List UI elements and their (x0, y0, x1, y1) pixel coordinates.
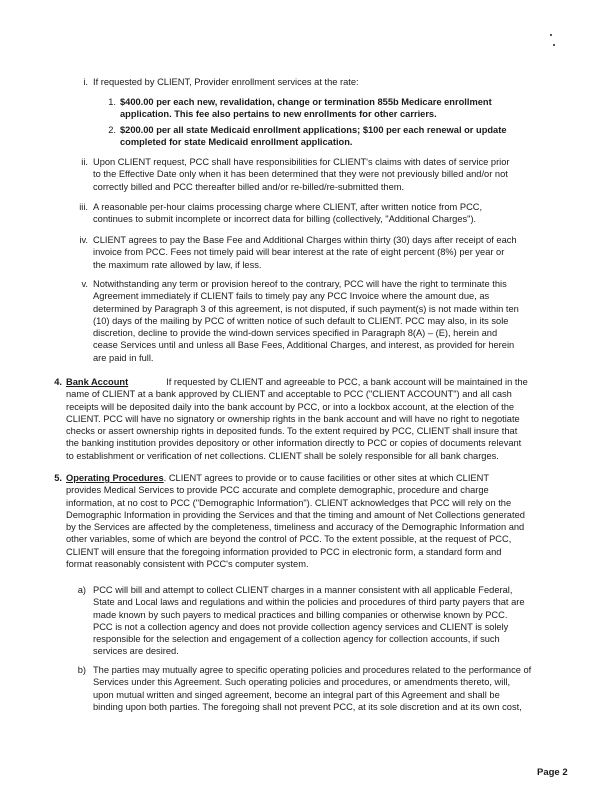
text-line (66, 425, 528, 437)
section-5-label: 5. (54, 473, 62, 483)
text-line (66, 413, 528, 425)
text-line (66, 401, 528, 413)
text-line-content: binding upon both parties. The foregoing shall not prevent PCC, at its sole discretion and at its own cost, (93, 701, 522, 712)
text-line (66, 558, 525, 570)
roman-i-label: i. (83, 77, 88, 87)
text-line-content: If requested by CLIENT, Provider enrollment services at the rate: (93, 77, 359, 87)
text-line (93, 303, 519, 315)
text-line (66, 497, 525, 509)
text-line-content: . CLIENT agrees to provide or to cause facilities or other sites at which CLIENT (163, 473, 490, 483)
text-line (66, 450, 528, 462)
text-line-content: $400.00 per each new, revalidation, change or termination 855b Medicare enrollment (120, 97, 492, 107)
num-1-label: 1. (108, 97, 116, 107)
text-line (66, 437, 528, 449)
text-line (66, 376, 528, 388)
text-line (93, 315, 519, 327)
roman-iii-label: iii. (79, 202, 88, 212)
text-line (93, 259, 517, 271)
text-line-content: application. This fee also pertains to new enrollments for other carriers. (120, 109, 437, 120)
text-line-content: cease Services until and unless all Base Fees, Additional Charges, and interest, as provided for herein (93, 340, 515, 351)
text-line (93, 645, 525, 657)
text-line (93, 339, 519, 351)
text-line-content: PCC is not a collection agency and does not provide collection agency services and CLIENT is solely (93, 621, 509, 632)
text-line-content: to establishment or verification of net collections. CLIENT shall be solely responsible for all bank charges. (66, 450, 499, 461)
text-line-content: format reasonably consistent with PCC's computer system. (66, 559, 309, 570)
text-line-content: (10) days of the mailing by PCC of written notice of such default to CLIENT. PCC may also, in its sole (93, 315, 509, 326)
text-line (120, 124, 506, 136)
text-line (93, 181, 510, 193)
text-line-content: PCC will bill and attempt to collect CLIENT charges in a manner consistent with all applicable Federal, (93, 585, 513, 595)
text-line (93, 633, 525, 645)
sub-a-paragraph (93, 584, 525, 658)
text-line-content: receipts will be deposited daily into the bank account by PCC, or into a lockbox account, at the election of the (66, 401, 515, 412)
text-line-content: Notwithstanding any term or provision hereof to the contrary, PCC will have the right to terminate this (93, 279, 507, 289)
text-line-content: CLIENT agrees to pay the Base Fee and Additional Charges within thirty (30) days after receipt of each (93, 235, 517, 245)
text-line (93, 584, 525, 596)
text-line-content: checks or assert ownership rights in deposited funds. To the extent required by PCC, CLIENT shall insure that (66, 426, 518, 437)
text-line (120, 96, 492, 108)
sub-b-paragraph (93, 664, 531, 713)
text-line (120, 108, 492, 120)
text-line (93, 689, 531, 701)
text-line-content: completed for state Medicaid enrollment application. (120, 137, 353, 148)
text-line-content: CLIENT will ensure that the foregoing information provided to PCC in electronic form, a standard form and (66, 546, 502, 557)
text-line-content: State and Local laws and regulations and within the policies and procedures of third party payers that are (93, 597, 525, 608)
text-line (93, 596, 525, 608)
text-line (93, 621, 525, 633)
roman-ii-label: ii. (81, 157, 88, 167)
text-line (66, 533, 525, 545)
text-line-content: provides Medical Services to provide PCC accurate and complete demographic, procedure and charge (66, 485, 489, 496)
num-1-paragraph (120, 96, 492, 121)
scan-speck (550, 34, 552, 36)
text-line (66, 509, 525, 521)
text-line (93, 246, 517, 258)
text-line-content: to the Effective Date only when it has been determined that they were not previously billed and/or not (93, 169, 508, 180)
text-line-content: $200.00 per all state Medicaid enrollment applications; $100 per each renewal or update (120, 125, 507, 135)
text-line (93, 664, 531, 676)
text-line-content: the maximum rate allowed by law, if less. (93, 259, 262, 270)
text-line-content: services are desired. (93, 646, 179, 657)
roman-iv-paragraph (93, 234, 517, 271)
section-heading: Bank Account (66, 377, 129, 387)
text-line (66, 484, 525, 496)
num-2-label: 2. (108, 125, 116, 135)
text-line (66, 521, 525, 533)
text-line-content: Services under this Agreement. Such operating policies and procedures, or amendments thereto, will, (93, 677, 511, 688)
text-line-content: A reasonable per-hour claims processing charge where CLIENT, after written notice from PCC, (93, 202, 483, 212)
text-line-content: continues to submit incomplete or incorrect data for billing (collectively, "Additional Charges"). (93, 214, 477, 225)
text-line (93, 327, 519, 339)
text-line (66, 388, 528, 400)
text-line-content: other variables, some of which are beyond the control of PCC. To the extent possible, at the request of PCC, (66, 534, 512, 545)
text-line (93, 201, 482, 213)
section-5-paragraph (66, 472, 525, 570)
text-line-content: invoice from PCC. Fees not timely paid will bear interest at the rate of eight percent (8%) per year or (93, 247, 505, 258)
text-line (93, 701, 531, 713)
sub-a-label: a) (77, 585, 86, 595)
text-line (66, 546, 525, 558)
section-4-label: 4. (54, 377, 62, 387)
text-line-content: Demographic Information in providing the Services and that the timing and amount of Net Collections generated (66, 509, 525, 520)
text-line-content: If requested by CLIENT and agreeable to PCC, a bank account will be maintained in the (166, 377, 528, 387)
section-4-paragraph (66, 376, 528, 462)
roman-ii-paragraph (93, 156, 510, 193)
text-line (93, 290, 519, 302)
text-line (93, 213, 482, 225)
text-line-content: determined by Paragraph 3 of this agreement, is not disputed, if such payment(s) is not made within ten (93, 303, 519, 314)
roman-iii-paragraph (93, 201, 482, 226)
text-line-content: the banking institution provides depository or other information directly to PCC or copies of documents relevant (66, 438, 522, 449)
text-line (120, 136, 506, 148)
text-line-content: made known by such payers to medical practices and billing companies or otherwise known by PCC. (93, 609, 508, 620)
scan-speck (553, 44, 555, 46)
text-line-content: correctly billed and PCC thereafter billed and/or re-billed/re-submitted them. (93, 181, 405, 192)
text-line (93, 278, 519, 290)
roman-v-label: v. (81, 279, 88, 289)
text-line (93, 676, 531, 688)
text-line (93, 609, 525, 621)
roman-v-paragraph (93, 278, 519, 364)
text-line (93, 352, 519, 364)
text-line (66, 472, 525, 484)
roman-iv-label: iv. (79, 235, 88, 245)
text-line-content: CLIENT. PCC will have no signatory or ownership rights in the bank account and will have no right to negotiate (66, 413, 520, 424)
roman-i-paragraph (93, 76, 359, 88)
text-line-content: Upon CLIENT request, PCC shall have responsibilities for CLIENT's claims with dates of service prior (93, 157, 510, 167)
text-line-content: information, at no cost to PCC ("Demographic Information"). CLIENT acknowledges that PCC will rely on the (66, 497, 512, 508)
page-number: Page 2 (537, 767, 568, 778)
sub-b-label: b) (77, 665, 86, 675)
text-line-content: Agreement immediately if CLIENT fails to timely pay any PCC Invoice where the amount due, as (93, 291, 490, 302)
num-2-paragraph (120, 124, 506, 149)
text-line-content: name of CLIENT at a bank approved by CLIENT and acceptable to PCC ("CLIENT ACCOUNT") and all cash (66, 389, 512, 400)
text-line-content: upon mutual written and singed agreement, become an integral part of this Agreement and shall be (93, 689, 500, 700)
text-line (93, 156, 510, 168)
text-line-content: by the Services are affected by the completeness, timeliness and accuracy of the Demographic Information and (66, 522, 525, 533)
section-heading: Operating Procedures (66, 473, 164, 483)
text-line-content: responsible for the selection and engagement of a collection agency for collection accounts, if such (93, 634, 500, 645)
text-line (93, 168, 510, 180)
text-line (93, 76, 359, 88)
text-line (93, 234, 517, 246)
text-line-content: The parties may mutually agree to specific operating policies and procedures related to the performance of (93, 665, 532, 675)
text-line-content: are paid in full. (93, 352, 154, 363)
text-line-content: discretion, decline to provide the wind-down services specified in Paragraph 8(A) – (E), herein and (93, 328, 498, 339)
